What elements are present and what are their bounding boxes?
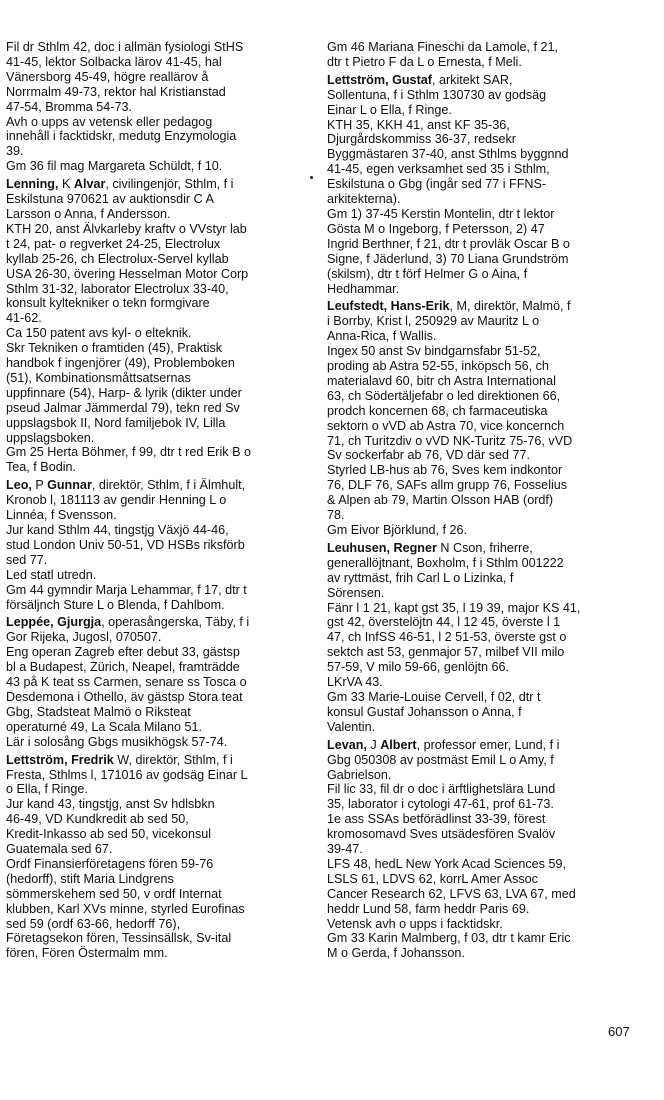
entry-line: Fil dr Sthlm 42, doc i allmän fysiologi StHS <box>6 40 244 54</box>
entry-line: proding ab Astra 52-55, inköpsch 56, ch <box>327 359 549 374</box>
entry-line: uppfinnare (54), Harp- & lyrik (dikter under <box>6 385 242 400</box>
entry-line: sektorn o vVD ab Astra 70, vice koncernch <box>327 418 565 433</box>
entry-line: (51), Kombinationsmåttsatsernas <box>6 370 191 385</box>
entry-line: Gm 46 Mariana Fineschi da Lamole, f 21, <box>327 40 558 54</box>
biography-entry <box>327 73 627 297</box>
entry-line: sektch ast 53, genmajor 57, milbef VII milo <box>327 645 565 660</box>
entry-line: klubben, Karl XVs minne, styrled Eurofinas <box>6 901 245 916</box>
entry-heading <box>6 177 306 192</box>
biography-entry <box>327 738 627 962</box>
entry-line: 39-47. <box>327 842 363 857</box>
entry-line: Skr Tekniken o framtiden (45), Praktisk <box>6 341 223 356</box>
entry-line: Eng operan Zagreb efter debut 33, gästsp <box>6 645 240 660</box>
entry-line: sed 77. <box>6 552 48 567</box>
entry-line: Sv sockerfabr ab 76, VD där sed 77. <box>327 448 531 463</box>
entry-given-name: Alvar <box>73 177 106 192</box>
entry-line: Djurgårdskommiss 36-37, redsekr <box>327 132 516 147</box>
entry-line: heddr Lund 58, farm heddr Paris 69. <box>327 901 530 916</box>
entry-line: Jur kand 43, tingstjg, anst Sv hdlsbkn <box>6 797 215 812</box>
entry-name: Lenning, <box>6 177 59 192</box>
entry-line: 46-49, VD Kundkredit ab sed 50, <box>6 812 189 827</box>
entry-line: kyllab 25-26, ch Electrolux-Servel kyllab <box>6 251 229 266</box>
entry-line: av ryttmäst, frih Carl L o Lizinka, f <box>327 570 514 585</box>
entry-line: 47, ch InfSS 46-51, l 2 51-53, överste gst o <box>327 630 567 645</box>
entry-line: Byggmästaren 37-40, anst Sthlms byggnnd <box>327 147 569 162</box>
biography-entry <box>327 299 627 538</box>
biography-entry <box>6 753 306 962</box>
entry-lead: , operasångerska, Täby, f i <box>101 615 250 630</box>
entry-name: Leufstedt, Hans-Erik <box>327 299 450 314</box>
entry-line: konsult kyltekniker o tekn formgivare <box>6 296 210 311</box>
entry-heading <box>6 753 306 768</box>
entry-line: LFS 48, hedL New York Acad Sciences 59, <box>327 856 566 871</box>
entry-line: Gor Rijeka, Jugosl, 070507. <box>6 630 162 645</box>
entry-line: pseud Jalmar Jämmerdal 79), tekn red Sv <box>6 400 240 415</box>
entry-initial: J <box>366 737 381 752</box>
entry-line: & Alpen ab 79, Martin Olsson HAB (ordf) <box>327 493 554 508</box>
entry-line: prodch koncernen 68, ch farmaceutiska <box>327 403 548 418</box>
entry-line: Gösta M o Ingeborg, f Petersson, 2) 47 <box>327 221 545 236</box>
entry-heading <box>327 738 627 753</box>
entry-line: 43 på K teat ss Carmen, senare ss Tosca o <box>6 675 247 690</box>
entry-initial: K <box>58 177 74 192</box>
entry-line: innehåll i facktidskr, medutg Enzymologia <box>6 129 237 144</box>
entry-lead: , arkitekt SAR, <box>431 72 513 87</box>
entry-line: 41-45, lektor Solbacka lärov 41-45, hal <box>6 54 222 69</box>
entry-line: Gm 33 Marie-Louise Cervell, f 02, dtr t <box>327 689 541 704</box>
entry-line: operaturné 49, La Scala Milano 51. <box>6 719 203 734</box>
entry-heading <box>327 73 627 88</box>
entry-lead: , civilingenjör, Sthlm, f i <box>105 177 234 192</box>
biography-entry <box>6 478 306 612</box>
entry-given-name: Gunnar <box>47 478 92 493</box>
entry-line: Styrled LB-hus ab 76, Sves kem indkontor <box>327 463 563 478</box>
entry-line: Ca 150 patent avs kyl- o elteknik. <box>6 326 192 341</box>
entry-line: sömmerskehem sed 50, v ordf Internat <box>6 886 222 901</box>
entry-line: Ingex 50 anst Sv bindgarnsfabr 51-52, <box>327 344 541 359</box>
entry-line: bl a Budapest, Zürich, Neapel, framträdde <box>6 660 240 675</box>
entry-line: Gm 36 fil mag Margareta Schüldt, f 10. <box>6 159 223 174</box>
entry-line: Ingrid Berthner, f 21, dtr t provläk Oscar B o <box>327 236 570 251</box>
entry-line: 71, ch Turitzdiv o vVD NK-Turitz 75-76, vVD <box>327 433 573 448</box>
biography-entry <box>327 40 627 70</box>
entry-line: Led statl utredn. <box>6 567 97 582</box>
entry-line: 41-62. <box>6 311 42 326</box>
entry-lead: W, direktör, Sthlm, f i <box>113 752 233 767</box>
entry-heading <box>327 541 627 556</box>
entry-line: fören, Fören Östermalm mm. <box>6 946 168 961</box>
entry-lead: , professor emer, Lund, f i <box>416 737 560 752</box>
biography-entry <box>6 177 306 475</box>
entry-line: USA 26-30, övering Hesselman Motor Corp <box>6 266 249 281</box>
entry-line: Eskilstuna 970621 av auktionsdir C A <box>6 192 214 207</box>
entry-line: Hedhammar. <box>327 281 400 296</box>
entry-line: Gbg, Stadsteat Malmö o Riksteat <box>6 704 191 719</box>
entry-given-name: Albert <box>380 737 417 752</box>
entry-line: Vänersborg 45-49, högre reallärov å <box>6 69 209 84</box>
entry-lead: N Cson, friherre, <box>436 540 533 555</box>
entry-line: 39. <box>6 144 24 159</box>
entry-line: Gm 33 Karin Malmberg, f 03, dtr t kamr Eric <box>327 931 571 946</box>
entry-line: Norrmalm 49-73, rektor hal Kristianstad <box>6 84 226 99</box>
entry-line: sed 59 (ordf 63-66, hedorff 76), <box>6 916 181 931</box>
entry-line: Eskilstuna o Gbg (ingår sed 77 i FFNS- <box>327 177 547 192</box>
entry-line: KTH 20, anst Älvkarleby kraftv o VVstyr lab <box>6 221 247 236</box>
entry-line: dtr t Pietro F da L o Ernesta, f Meli. <box>327 54 522 69</box>
entry-line: LSLS 61, LDVS 62, korrL Amer Assoc <box>327 871 538 886</box>
entry-line: Sollentuna, f i Sthlm 130730 av godsäg <box>327 87 547 102</box>
entry-line: 47-54, Bromma 54-73. <box>6 99 132 114</box>
entry-line: KTH 35, KKH 41, anst KF 35-36, <box>327 117 510 132</box>
page-number: 607 <box>608 1024 630 1039</box>
entry-lead: , M, direktör, Malmö, f <box>449 299 571 314</box>
biography-entry <box>327 541 627 735</box>
entry-line: Företagsekon fören, Tessinsällsk, Sv-ital <box>6 931 232 946</box>
entry-line: Kredit-Inkasso ab sed 50, vicekonsul <box>6 827 212 842</box>
entry-line: M o Gerda, f Johansson. <box>327 946 465 961</box>
entry-line: o Ella, f Ringe. <box>6 782 88 797</box>
entry-initial: P <box>31 478 48 493</box>
entry-line: kromosomavd Sves utsädesfören Svalöv <box>327 827 556 842</box>
entry-line: Guatemala sed 67. <box>6 842 113 857</box>
entry-line: stud London Univ 50-51, VD HSBs riksförb <box>6 537 245 552</box>
entry-line: Gm 44 gymndir Marja Lehammar, f 17, dtr t <box>6 582 247 597</box>
entry-line: Linnéa, f Svensson. <box>6 508 117 523</box>
entry-line: t 24, pat- o regverket 24-25, Electrolux <box>6 236 221 251</box>
entry-line: Gm Eivor Björklund, f 26. <box>327 523 467 537</box>
entry-line: handbok f ingenjörer (49), Problemboken <box>6 356 235 371</box>
entry-line: arkitekterna). <box>327 192 401 207</box>
entry-line: Fänr l 1 21, kapt gst 35, l 19 39, major KS 41, <box>327 600 581 615</box>
left-column <box>6 40 306 964</box>
entry-line: LKrVA 43. <box>327 675 383 690</box>
entry-line: i Borrby, Krist l, 250929 av Mauritz L o <box>327 314 540 329</box>
biography-entry <box>6 615 306 749</box>
entry-line: Sörensen. <box>327 585 385 600</box>
entry-name: Leppée, Gjurgja <box>6 615 102 630</box>
entry-line: Cancer Research 62, LFVS 63, LVA 67, med <box>327 886 576 901</box>
entry-heading <box>6 615 306 630</box>
entry-line: 78. <box>327 508 345 523</box>
entry-line: gst 42, överstelöjtn 44, l 12 45, överste l 1 <box>327 615 561 630</box>
entry-name: Lettström, Fredrik <box>6 752 114 767</box>
biography-entry <box>6 40 306 174</box>
entry-line: (hedorff), stift Maria Lindgrens <box>6 871 174 886</box>
entry-line: Gm 1) 37-45 Kerstin Montelin, dtr t lektor <box>327 206 555 221</box>
entry-name: Leo, <box>6 478 32 493</box>
entry-name: Lettström, Gustaf <box>327 72 432 87</box>
entry-line: Kronob l, 181113 av gendir Henning L o <box>6 493 227 508</box>
entry-line: Desdemona i Othello, äv gästsp Stora teat <box>6 689 243 704</box>
entry-line: Anna-Rica, f Wallis. <box>327 329 437 344</box>
entry-line: konsul Gustaf Johansson o Anna, f <box>327 704 522 719</box>
entry-heading <box>327 299 627 314</box>
entry-line: generallöjtnant, Boxholm, f i Sthlm 001222 <box>327 555 564 570</box>
entry-line: (skilsm), dtr t förf Helmer G o Aina, f <box>327 266 528 281</box>
entry-line: uppslagsboken. <box>6 430 95 445</box>
entry-name: Levan, <box>327 737 367 752</box>
entry-lead: , direktör, Sthlm, f i Älmhult, <box>91 478 246 493</box>
entry-heading <box>6 478 306 493</box>
entry-line: 35, laborator i cytologi 47-61, prof 61-73. <box>327 797 554 812</box>
entry-line: Tea, f Bodin. <box>6 460 77 475</box>
entry-line: uppslagsbok II, Nord familjebok IV, Lilla <box>6 415 226 430</box>
entry-line: Larsson o Anna, f Andersson. <box>6 206 171 221</box>
entry-line: Gabrielson. <box>327 767 392 782</box>
entry-line: Jur kand Sthlm 44, tingstjg Växjö 44-46, <box>6 523 229 537</box>
entry-line: Ordf Finansierföretagens fören 59-76 <box>6 856 214 871</box>
entry-line: 76, DLF 76, SAFs allm grupp 76, Fosselius <box>327 478 568 493</box>
entry-line: försäljnch Sture L o Blenda, f Dahlbom. <box>6 597 225 612</box>
entry-line: Fresta, Sthlms l, 171016 av godsäg Einar L <box>6 767 248 782</box>
entry-line: Sthlm 31-32, laborator Electrolux 33-40, <box>6 281 229 296</box>
entry-line: materialavd 60, bitr ch Astra International <box>327 373 556 388</box>
entry-line: 57-59, V milo 59-66, genlöjtn 66. <box>327 660 510 675</box>
entry-line: Avh o upps av vetensk eller pedagog <box>6 114 213 129</box>
entry-line: Gbg 050308 av postmäst Emil L o Amy, f <box>327 752 554 767</box>
entry-line: 1e ass SSAs betförädlinst 33-39, förest <box>327 812 546 827</box>
entry-line: Vetensk avh o upps i facktidskr. <box>327 916 503 931</box>
entry-line: Valentin. <box>327 719 376 734</box>
entry-name: Leuhusen, Regner <box>327 540 437 555</box>
right-column <box>327 40 627 964</box>
entry-line: Einar L o Ella, f Ringe. <box>327 102 452 117</box>
entry-line: Signe, f Jäderlund, 3) 70 Liana Grundström <box>327 251 569 266</box>
entry-line: Gm 25 Herta Böhmer, f 99, dtr t red Erik B o <box>6 445 251 460</box>
entry-line: 63, ch Södertäljefabr o led direktionen 66, <box>327 388 561 403</box>
entry-line: Lär i solosång Gbgs musikhögsk 57-74. <box>6 734 228 749</box>
entry-line: 41-45, egen verksamhet sed 35 i Sthlm, <box>327 162 550 177</box>
entry-line: Fil lic 33, fil dr o doc i ärftlighetslära Lund <box>327 782 556 797</box>
margin-mark <box>310 176 313 179</box>
